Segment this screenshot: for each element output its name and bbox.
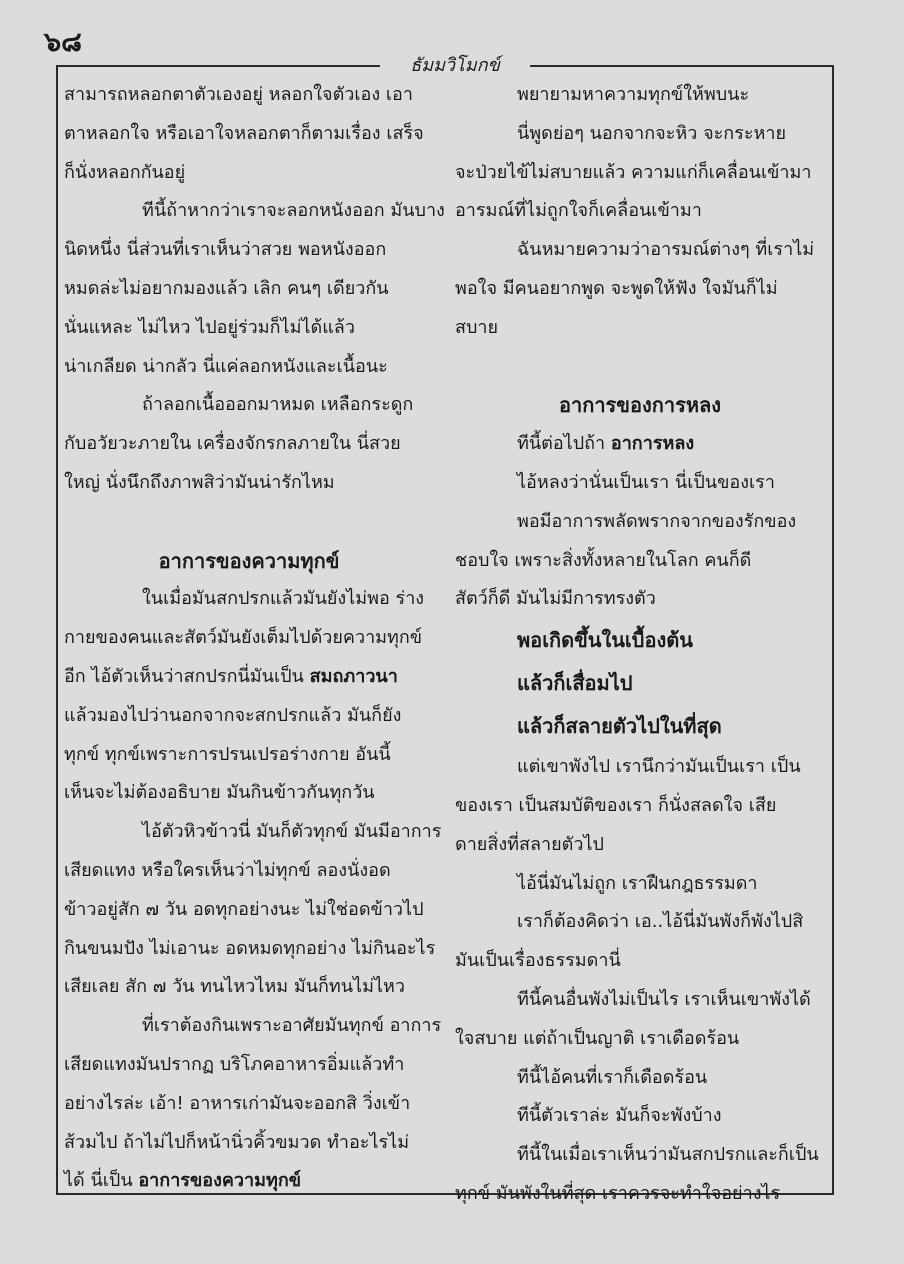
text-line: ใหญ่ นั่งนึกถึงภาพสิว่ามันน่ารักไหม bbox=[64, 471, 335, 493]
text-line: แล้วมองไปว่านอกจากจะสกปรกแล้ว มันก็ยัง bbox=[64, 704, 402, 726]
text-line: มันเป็นเรื่องธรรมดานี่ bbox=[455, 950, 621, 972]
text-line: ทีนี้ตัวเราล่ะ มันก็จะพังบ้าง bbox=[517, 1105, 722, 1127]
text-line: ไอ้หลงว่านั่นเป็นเรา นี่เป็นของเรา bbox=[517, 471, 775, 493]
text-line: พอใจ มีคนอยากพูด จะพูดให้ฟัง ใจมันก็ไม่ bbox=[455, 277, 778, 299]
text-line: ฉันหมายความว่าอารมณ์ต่างๆ ที่เราไม่ bbox=[517, 239, 815, 261]
text-line bbox=[455, 425, 825, 464]
bold-term: อาการของความทุกข์ bbox=[138, 1170, 302, 1192]
text-line bbox=[64, 1162, 434, 1201]
text-line: ก็นั่งหลอกกันอยู่ bbox=[64, 161, 186, 183]
text-line: ในเมื่อมันสกปรกแล้วมันยังไม่พอ ร่าง bbox=[142, 588, 425, 610]
text-line: แต่เขาพังไป เรานึกว่ามันเป็นเรา เป็น bbox=[517, 756, 801, 778]
text-run: อีก ไอ้ตัวเห็นว่าสกปรกนี่มันเป็น bbox=[64, 665, 310, 687]
text-line: เสียเลย สัก ๗ วัน ทนไหวไหม มันก็ทนไม่ไหว bbox=[64, 976, 406, 998]
text-line: ทีนี้ไอ้คนที่เราก็เดือดร้อน bbox=[517, 1066, 708, 1088]
running-head: ธัมมวิโมกข์ bbox=[380, 52, 530, 80]
spacer bbox=[64, 503, 434, 542]
text-line: อย่างไรล่ะ เอ้า! อาหารเก่ามันจะออกสิ วิ่งเข้า bbox=[64, 1092, 411, 1114]
text-line: พอมีอาการพลัดพรากจากของรักของ bbox=[517, 510, 797, 532]
text-run: ทีนี้ต่อไปถ้า bbox=[517, 433, 611, 455]
text-line: ตาหลอกใจ หรือเอาใจหลอกตาก็ตามเรื่อง เสร็จ bbox=[64, 122, 424, 144]
spacer bbox=[455, 348, 825, 387]
text-run: ได้ นี่เป็น bbox=[64, 1170, 139, 1192]
text-line: น่าเกลียด น่ากลัว นี่แค่ลอกหนังและเนื้อนะ bbox=[64, 355, 388, 377]
bold-line: พอเกิดขึ้นในเบื้องต้น bbox=[517, 628, 693, 653]
bold-line: แล้วก็เสื่อมไป bbox=[517, 671, 633, 696]
text-line: สามารถหลอกตาตัวเองอยู่ หลอกใจตัวเอง เอา bbox=[64, 84, 413, 105]
text-line: จะป่วยไข้ไม่สบายแล้ว ความแก่ก็เคลื่อนเข้ามา bbox=[455, 161, 812, 183]
section-heading: อาการของการหลง bbox=[558, 393, 722, 418]
text-line: ถ้าลอกเนื้อออกมาหมด เหลือกระดูก bbox=[142, 394, 414, 416]
left-column bbox=[64, 76, 445, 1201]
text-line: หมดล่ะไม่อยากมองแล้ว เลิก คนๆ เดียวกัน bbox=[64, 277, 389, 299]
bold-term: อาการหลง bbox=[610, 433, 695, 455]
text-line: เห็นจะไม่ต้องอธิบาย มันกินข้าวกันทุกวัน bbox=[64, 782, 375, 804]
page-number: ๖๘ bbox=[44, 27, 82, 58]
text-line: ทีนี้ถ้าหากว่าเราจะลอกหนังออก มันบาง bbox=[142, 200, 445, 222]
text-line: ใจสบาย แต่ถ้าเป็นญาติ เราเดือดร้อน bbox=[455, 1027, 740, 1049]
text-line: นิดหนึ่ง นี่ส่วนที่เราเห็นว่าสวย พอหนังออก bbox=[64, 239, 387, 261]
text-line: ทุกข์ มันพังในที่สุด เราควรจะทำใจอย่างไร bbox=[455, 1182, 781, 1204]
text-line: อารมณ์ที่ไม่ถูกใจก็เคลื่อนเข้ามา bbox=[455, 200, 702, 222]
right-column bbox=[455, 76, 825, 1214]
text-line: นี่พูดย่อๆ นอกจากจะหิว จะกระหาย bbox=[517, 122, 787, 144]
text-line: ไอ้นี่มันไม่ถูก เราฝืนกฎธรรมดา bbox=[517, 872, 758, 894]
text-line: สัตว์ก็ดี มันไม่มีการทรงตัว bbox=[455, 588, 656, 610]
section-heading: อาการของความทุกข์ bbox=[158, 548, 340, 573]
text-line: ส้วมไป ถ้าไม่ไปก็หน้านิ่วคิ้วขมวด ทำอะไรไม่ bbox=[64, 1131, 410, 1153]
bold-line: แล้วก็สลายตัวไปในที่สุด bbox=[517, 714, 722, 739]
text-line: กินขนมปัง ไม่เอานะ อดหมดทุกอย่าง ไม่กินอะไร bbox=[64, 937, 436, 959]
text-line: เสียดแทงมันปรากฏ บริโภคอาหารอิ่มแล้วทำ bbox=[64, 1053, 405, 1075]
text-line: ข้าวอยู่สัก ๗ วัน อดทุกอย่างนะ ไม่ใช่อดข้าวไป bbox=[64, 898, 424, 920]
text-line: ที่เราต้องกินเพราะอาศัยมันทุกข์ อาการ bbox=[142, 1015, 442, 1037]
text-line: ไอ้ตัวหิวข้าวนี่ มันก็ตัวทุกข์ มันมีอาการ bbox=[142, 821, 442, 843]
text-line: ชอบใจ เพราะสิ่งทั้งหลายในโลก คนก็ดี bbox=[455, 549, 752, 571]
text-line: กายของคนและสัตว์มันยังเต็มไปด้วยความทุกข์ bbox=[64, 627, 423, 649]
text-line: ดายสิ่งที่สลายตัวไป bbox=[455, 833, 604, 855]
text-line bbox=[64, 658, 434, 697]
text-line: สบาย bbox=[455, 316, 499, 338]
text-line: นั่นแหละ ไม่ไหว ไปอยู่ร่วมก็ไม่ได้แล้ว bbox=[64, 316, 355, 338]
text-line: ทุกข์ ทุกข์เพราะการปรนเปรอร่างกาย อันนี้ bbox=[64, 743, 391, 765]
text-line: เสียดแทง หรือใครเห็นว่าไม่ทุกข์ ลองนั่งอด bbox=[64, 859, 391, 881]
text-line: กับอวัยวะภายใน เครื่องจักรกลภายใน นี่สวย bbox=[64, 433, 401, 455]
text-line: ทีนี้คนอื่นพังไม่เป็นไร เราเห็นเขาพังได้ bbox=[517, 988, 811, 1010]
text-line: ของเรา เป็นสมบัติของเรา ก็นั่งสลดใจ เสีย bbox=[455, 794, 777, 816]
bold-term: สมถภาวนา bbox=[309, 665, 398, 687]
text-line: พยายามหาความทุกข์ให้พบนะ bbox=[517, 84, 750, 105]
text-line: ทีนี้ในเมื่อเราเห็นว่ามันสกปรกและก็เป็น bbox=[517, 1144, 819, 1166]
text-line: เราก็ต้องคิดว่า เอ..ไอ้นี่มันพังก็พังไปสิ bbox=[517, 911, 804, 933]
